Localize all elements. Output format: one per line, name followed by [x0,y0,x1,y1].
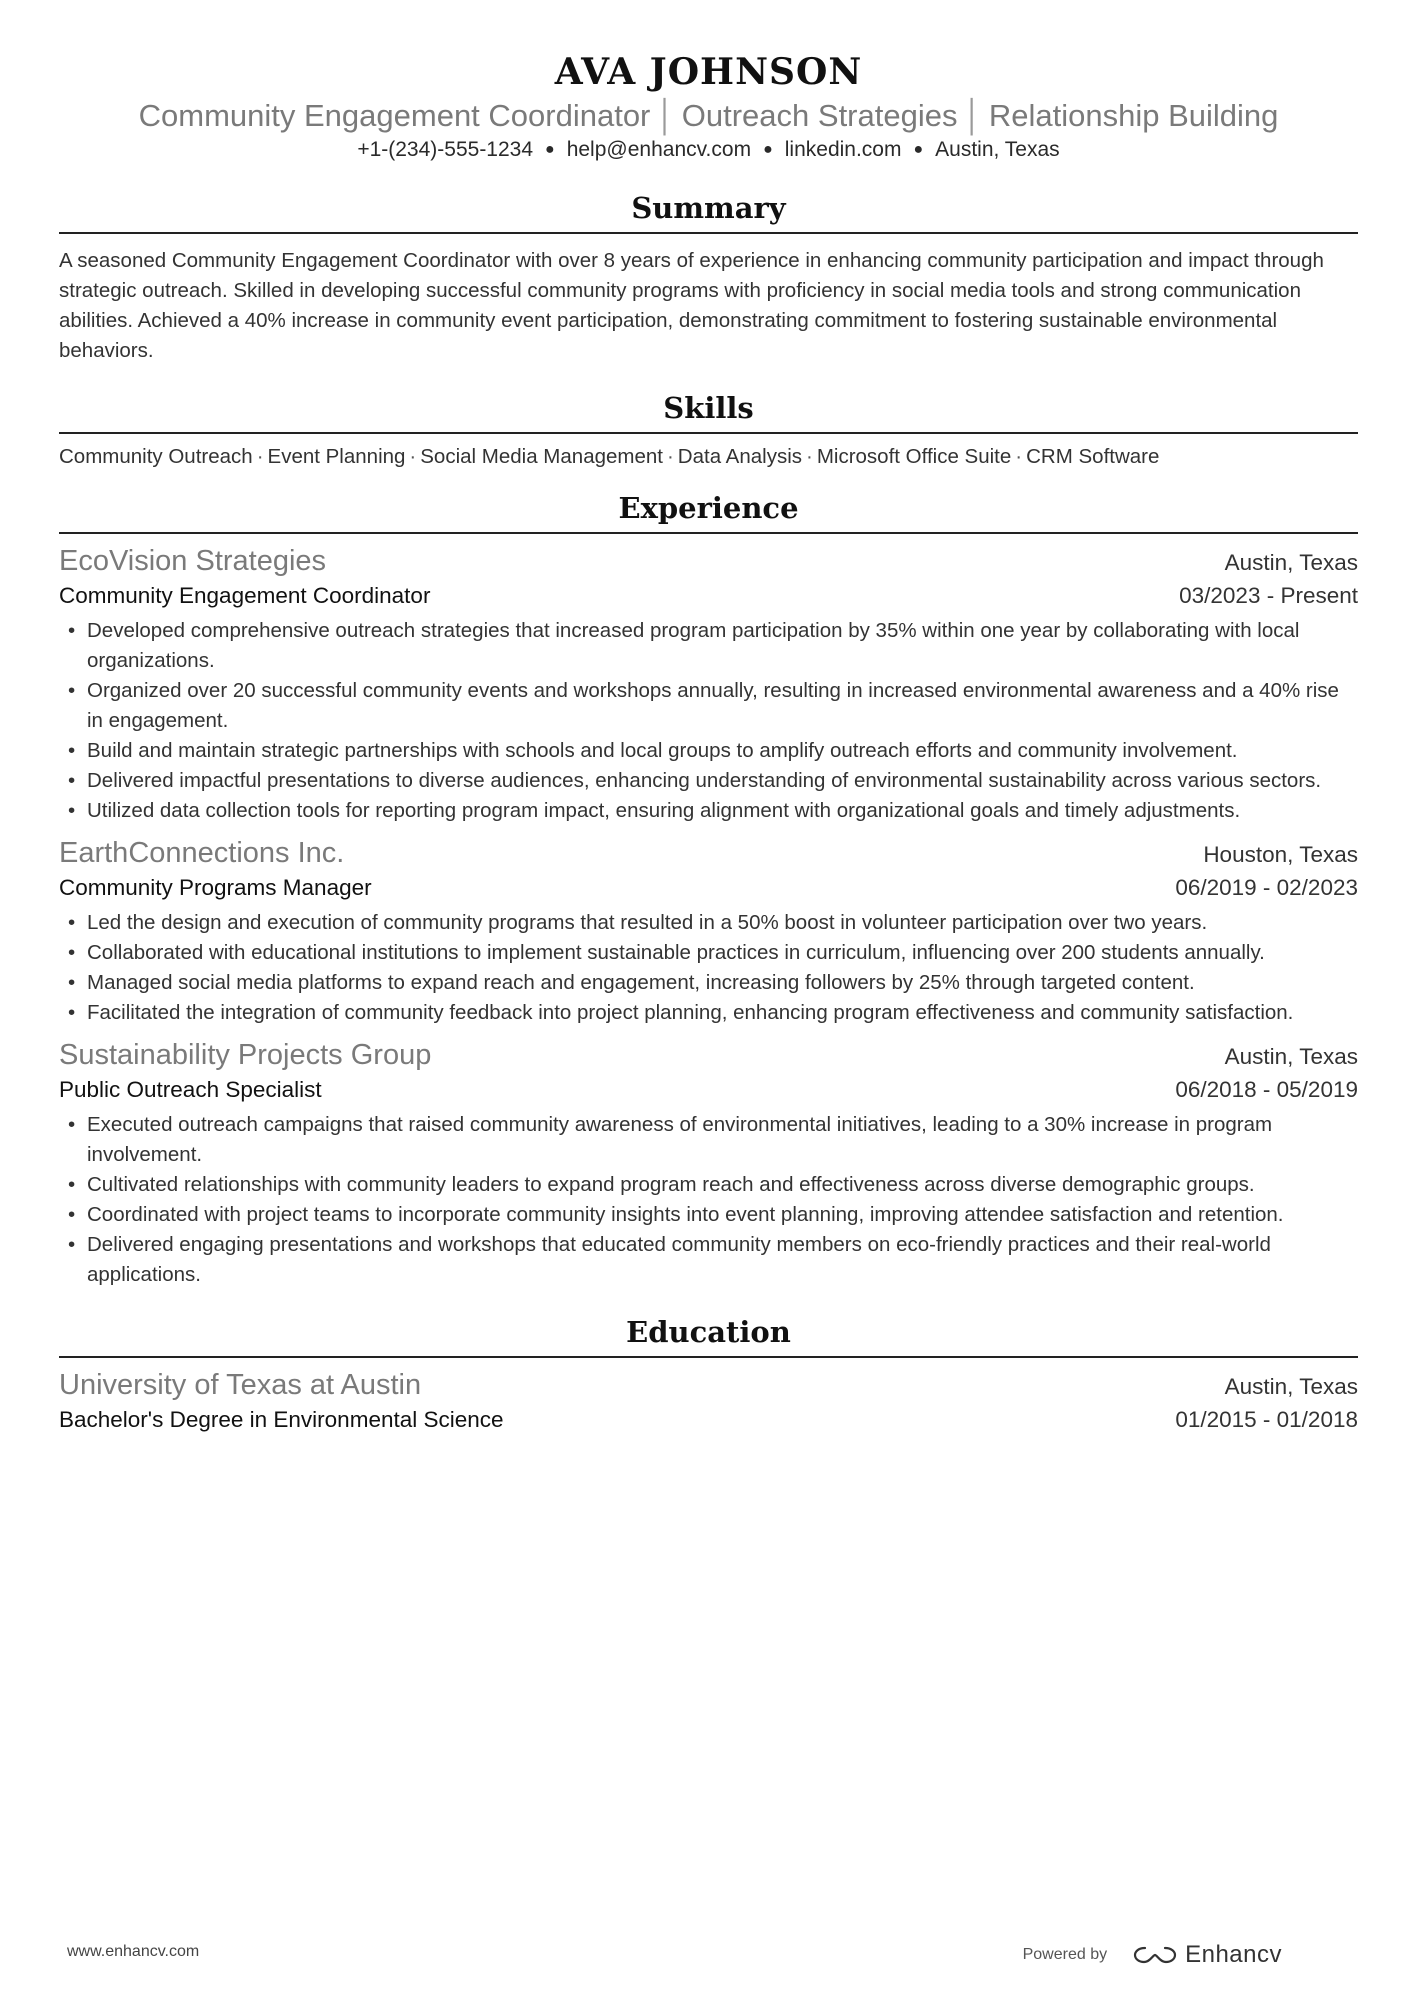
experience-title: Experience [59,488,1358,534]
skills-list [59,442,1358,472]
page-footer [0,1935,1410,1975]
experience-entry [59,542,1358,826]
skill-separator: · [256,445,264,468]
experience-section [59,488,1358,1290]
contact-linkedin[interactable]: linkedin.com [784,138,902,161]
education-title: Education [59,1312,1358,1358]
contact-separator: ● [763,141,773,158]
tagline-separator: │ [656,98,676,133]
contact-line [59,136,1358,166]
skill-item: Community Outreach [59,445,253,468]
skill-separator: · [666,445,674,468]
experience-header-row [59,1036,1358,1074]
job-bullet: • Led the design and execution of community programs that resulted in a 50% boost in volunteer participation over two years. [59,908,1358,938]
contact-location: Austin, Texas [935,138,1060,161]
job-bullet: • Managed social media platforms to expand reach and engagement, increasing followers by 25% through targeted content. [59,968,1358,998]
job-dates: 06/2019 - 02/2023 [1175,875,1358,900]
skill-separator: · [409,445,417,468]
job-bullets [59,616,1358,826]
job-bullet: • Collaborated with educational institutions to implement sustainable practices in curriculum, influencing over 200 students annually. [59,938,1358,968]
summary-text: A seasoned Community Engagement Coordinator with over 8 years of experience in enhancing community participation and impact through strategic outreach. Skilled in developing successful community programs with proficiency in social media tools and strong communication abilities. Achieved a 40% increase in community event participation, demonstrating commitment to fostering sustainable environmental behaviors. [59,249,1324,362]
footer-website-link[interactable]: www.enhancv.com [67,1943,200,1960]
job-title: Community Engagement Coordinator [59,583,431,608]
summary-title: Summary [59,188,1358,234]
job-location: Austin, Texas [1224,1044,1358,1069]
candidate-name: AVA JOHNSON [554,51,863,93]
job-title: Public Outreach Specialist [59,1077,322,1102]
skill-separator: · [806,445,813,468]
education-entry [59,1366,1358,1436]
skill-separator: · [1015,445,1023,468]
powered-by-label: Powered by [1022,1946,1108,1963]
job-bullet: • Facilitated the integration of community feedback into project planning, enhancing program effectiveness and community satisfaction. [59,998,1358,1028]
experience-entry [59,834,1358,1028]
school-name: University of Texas at Austin [59,1369,422,1401]
enhancv-brand[interactable] [1133,1941,1282,1969]
job-bullet: • Delivered engaging presentations and workshops that educated community members on eco-friendly practices and their real-world applications. [59,1230,1358,1290]
education-section [59,1312,1358,1436]
education-header-row [59,1366,1358,1404]
job-dates: 03/2023 - Present [1179,583,1358,608]
experience-entry [59,1036,1358,1290]
experience-header-row [59,834,1358,872]
experience-role-row [59,1074,1358,1106]
job-bullet: • Coordinated with project teams to incorporate community insights into event planning, improving attendee satisfaction and retention. [59,1200,1358,1230]
tagline-part: Community Engagement Coordinator [138,98,651,133]
education-dates: 01/2015 - 01/2018 [1175,1407,1358,1432]
skill-item: Social Media Management [420,445,663,468]
job-location: Austin, Texas [1224,550,1358,575]
contact-separator: ● [545,141,555,158]
enhancv-logo-icon [1133,1944,1177,1966]
experience-role-row [59,580,1358,612]
job-location: Houston, Texas [1203,842,1358,867]
degree: Bachelor's Degree in Environmental Science [59,1407,504,1432]
job-bullets [59,908,1358,1028]
company-name: EcoVision Strategies [59,545,327,577]
tagline [59,96,1358,136]
job-bullet: • Utilized data collection tools for reporting program impact, ensuring alignment with organizational goals and timely adjustments. [59,796,1358,826]
job-bullet: • Cultivated relationships with community leaders to expand program reach and effectiveness across diverse demographic groups. [59,1170,1358,1200]
skills-title: Skills [59,388,1358,434]
school-location: Austin, Texas [1224,1374,1358,1399]
skill-item: Event Planning [267,445,406,468]
company-name: EarthConnections Inc. [59,837,345,869]
tagline-part: Outreach Strategies [681,98,958,133]
company-name: Sustainability Projects Group [59,1039,432,1071]
contact-email[interactable]: help@enhancv.com [566,138,752,161]
skill-item: Microsoft Office Suite [816,445,1012,468]
resume-page [59,0,1358,1436]
summary-section [59,188,1358,366]
education-degree-row [59,1404,1358,1436]
tagline-part: Relationship Building [988,98,1279,133]
job-bullet: • Developed comprehensive outreach strategies that increased program participation by 35% within one year by collaborating with local organizations. [59,616,1358,676]
job-bullets [59,1110,1358,1290]
job-title: Community Programs Manager [59,875,372,900]
skills-section [59,388,1358,472]
job-bullet: • Delivered impactful presentations to diverse audiences, enhancing understanding of environmental sustainability across various sectors. [59,766,1358,796]
enhancv-brand-name: Enhancv [1185,1941,1282,1968]
contact-separator: ● [913,141,924,158]
contact-phone[interactable]: +1-(234)-555-1234 [357,138,534,161]
job-bullet: • Build and maintain strategic partnerships with schools and local groups to amplify outreach efforts and community involvement. [59,736,1358,766]
job-bullet: • Executed outreach campaigns that raised community awareness of environmental initiatives, leading to a 30% increase in program involvement. [59,1110,1358,1170]
skill-item: CRM Software [1026,445,1160,468]
job-dates: 06/2018 - 05/2019 [1175,1077,1358,1102]
experience-role-row [59,872,1358,904]
experience-header-row [59,542,1358,580]
skill-item: Data Analysis [677,445,802,468]
resume-header [59,0,1358,166]
powered-by [1023,1941,1282,1969]
tagline-separator: │ [963,98,983,133]
job-bullet: • Organized over 20 successful community events and workshops annually, resulting in increased environmental awareness and a 40% rise in engagement. [59,676,1358,736]
